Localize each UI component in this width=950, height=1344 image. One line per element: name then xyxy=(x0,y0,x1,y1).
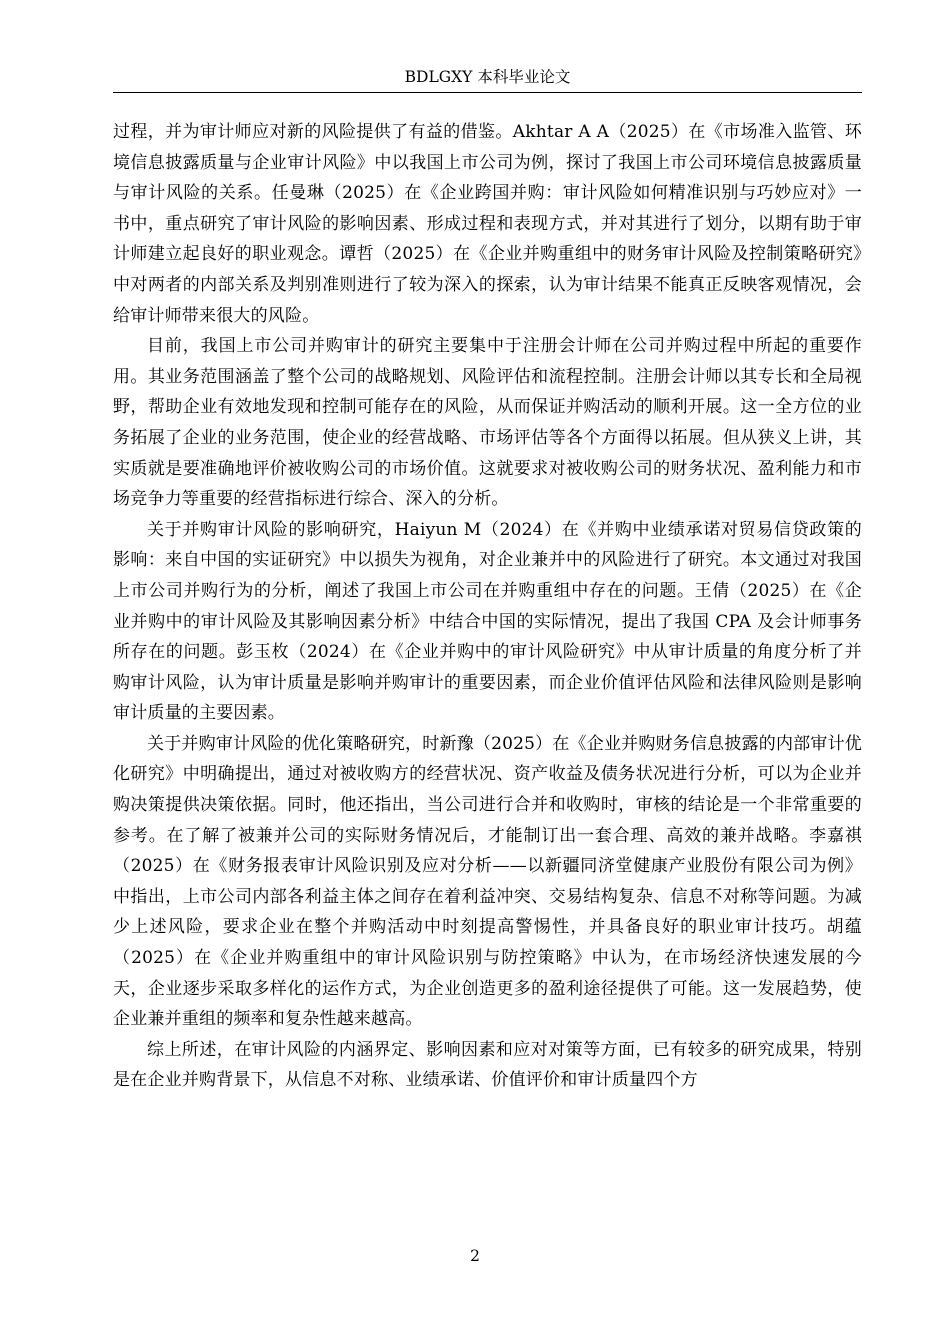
paragraph-current-research: 目前，我国上市公司并购审计的研究主要集中于注册会计师在公司并购过程中所起的重要作用。其业务范围涵盖了整个公司的战略规划、风险评估和流程控制。注册会计师以其专长和全局视野，帮助企业有效地发现和控制可能存在的风险，从而保证并购活动的顺利开展。这一全方位的业务拓展了企业的业务范围，使企业的经营战略、市场评估等各个方面得以拓展。但从狭义上讲，其实质就是要准确地评价被收购公司的市场价值。这就要求对被收购公司的财务状况、盈利能力和市场竞争力等重要的经营指标进行综合、深入的分析。 xyxy=(113,336,862,510)
header-title: BDLGXY 本科毕业论文 xyxy=(404,68,571,86)
page-header xyxy=(113,66,862,93)
paragraph-optimization-research: 关于并购审计风险的优化策略研究，时新豫（2025）在《企业并购财务信息披露的内部审计优化研究》中明确提出，通过对被收购方的经营状况、资产收益及债务状况进行分析，可以为企业并购决策提供决策依据。同时，他还指出，当公司进行合并和收购时，审核的结论是一个非常重要的参考。在了解了被兼并公司的实际财务情况后，才能制订出一套合理、高效的兼并战略。李嘉祺（2025）在《财务报表审计风险识别及应对分析——以新疆同济堂健康产业股份有限公司为例》中指出，上市公司内部各利益主体之间存在着利益冲突、交易结构复杂、信息不对称等问题。为减少上述风险，要求企业在整个并购活动中时刻提高警惕性，并具备良好的职业审计技巧。胡蕴（2025）在《企业并购重组中的审计风险识别与防控策略》中认为，在市场经济快速发展的今天，企业逐步采取多样化的运作方式，为企业创造更多的盈利途径提供了可能。这一发展趋势，使企业兼并重组的频率和复杂性越来越高。 xyxy=(113,733,862,1030)
paragraph-continuation: 过程，并为审计师应对新的风险提供了有益的借鉴。Akhtar A A（2025）在《市场准入监管、环境信息披露质量与企业审计风险》中以我国上市公司为例，探讨了我国上市公司环境信息披露质量与审计风险的关系。任曼琳（2025）在《企业跨国并购：审计风险如何精准识别与巧妙应对》一书中，重点研究了审计风险的影响因素、形成过程和表现方式，并对其进行了划分，以期有助于审计师建立起良好的职业观念。谭哲（2025）在《企业并购重组中的财务审计风险及控制策略研究》中对两者的内部关系及判别准则进行了较为深入的探索，认为审计结果不能真正反映客观情况，会给审计师带来很大的风险。 xyxy=(113,122,862,326)
paragraph-influence-research: 关于并购审计风险的影响研究，Haiyun M（2024）在《并购中业绩承诺对贸易信贷政策的影响：来自中国的实证研究》中以损失为视角，对企业兼并中的风险进行了研究。本文通过对我国上市公司并购行为的分析，阐述了我国上市公司在并购重组中存在的问题。王倩（2025）在《企业并购中的审计风险及其影响因素分析》中结合中国的实际情况，提出了我国 CPA 及会计师事务所存在的问题。彭玉枚（2024）在《企业并购中的审计风险研究》中从审计质量的角度分析了并购审计风险，认为审计质量是影响并购审计的重要因素，而企业价值评估风险和法律风险则是影响审计质量的主要因素。 xyxy=(113,519,862,724)
paragraph-summary: 综上所述，在审计风险的内涵界定、影响因素和应对对策等方面，已有较多的研究成果，特别是在企业并购背景下，从信息不对称、业绩承诺、价值评价和审计质量四个方 xyxy=(113,1039,862,1091)
body-text xyxy=(113,117,862,1096)
page-number: 2 xyxy=(470,1247,480,1265)
